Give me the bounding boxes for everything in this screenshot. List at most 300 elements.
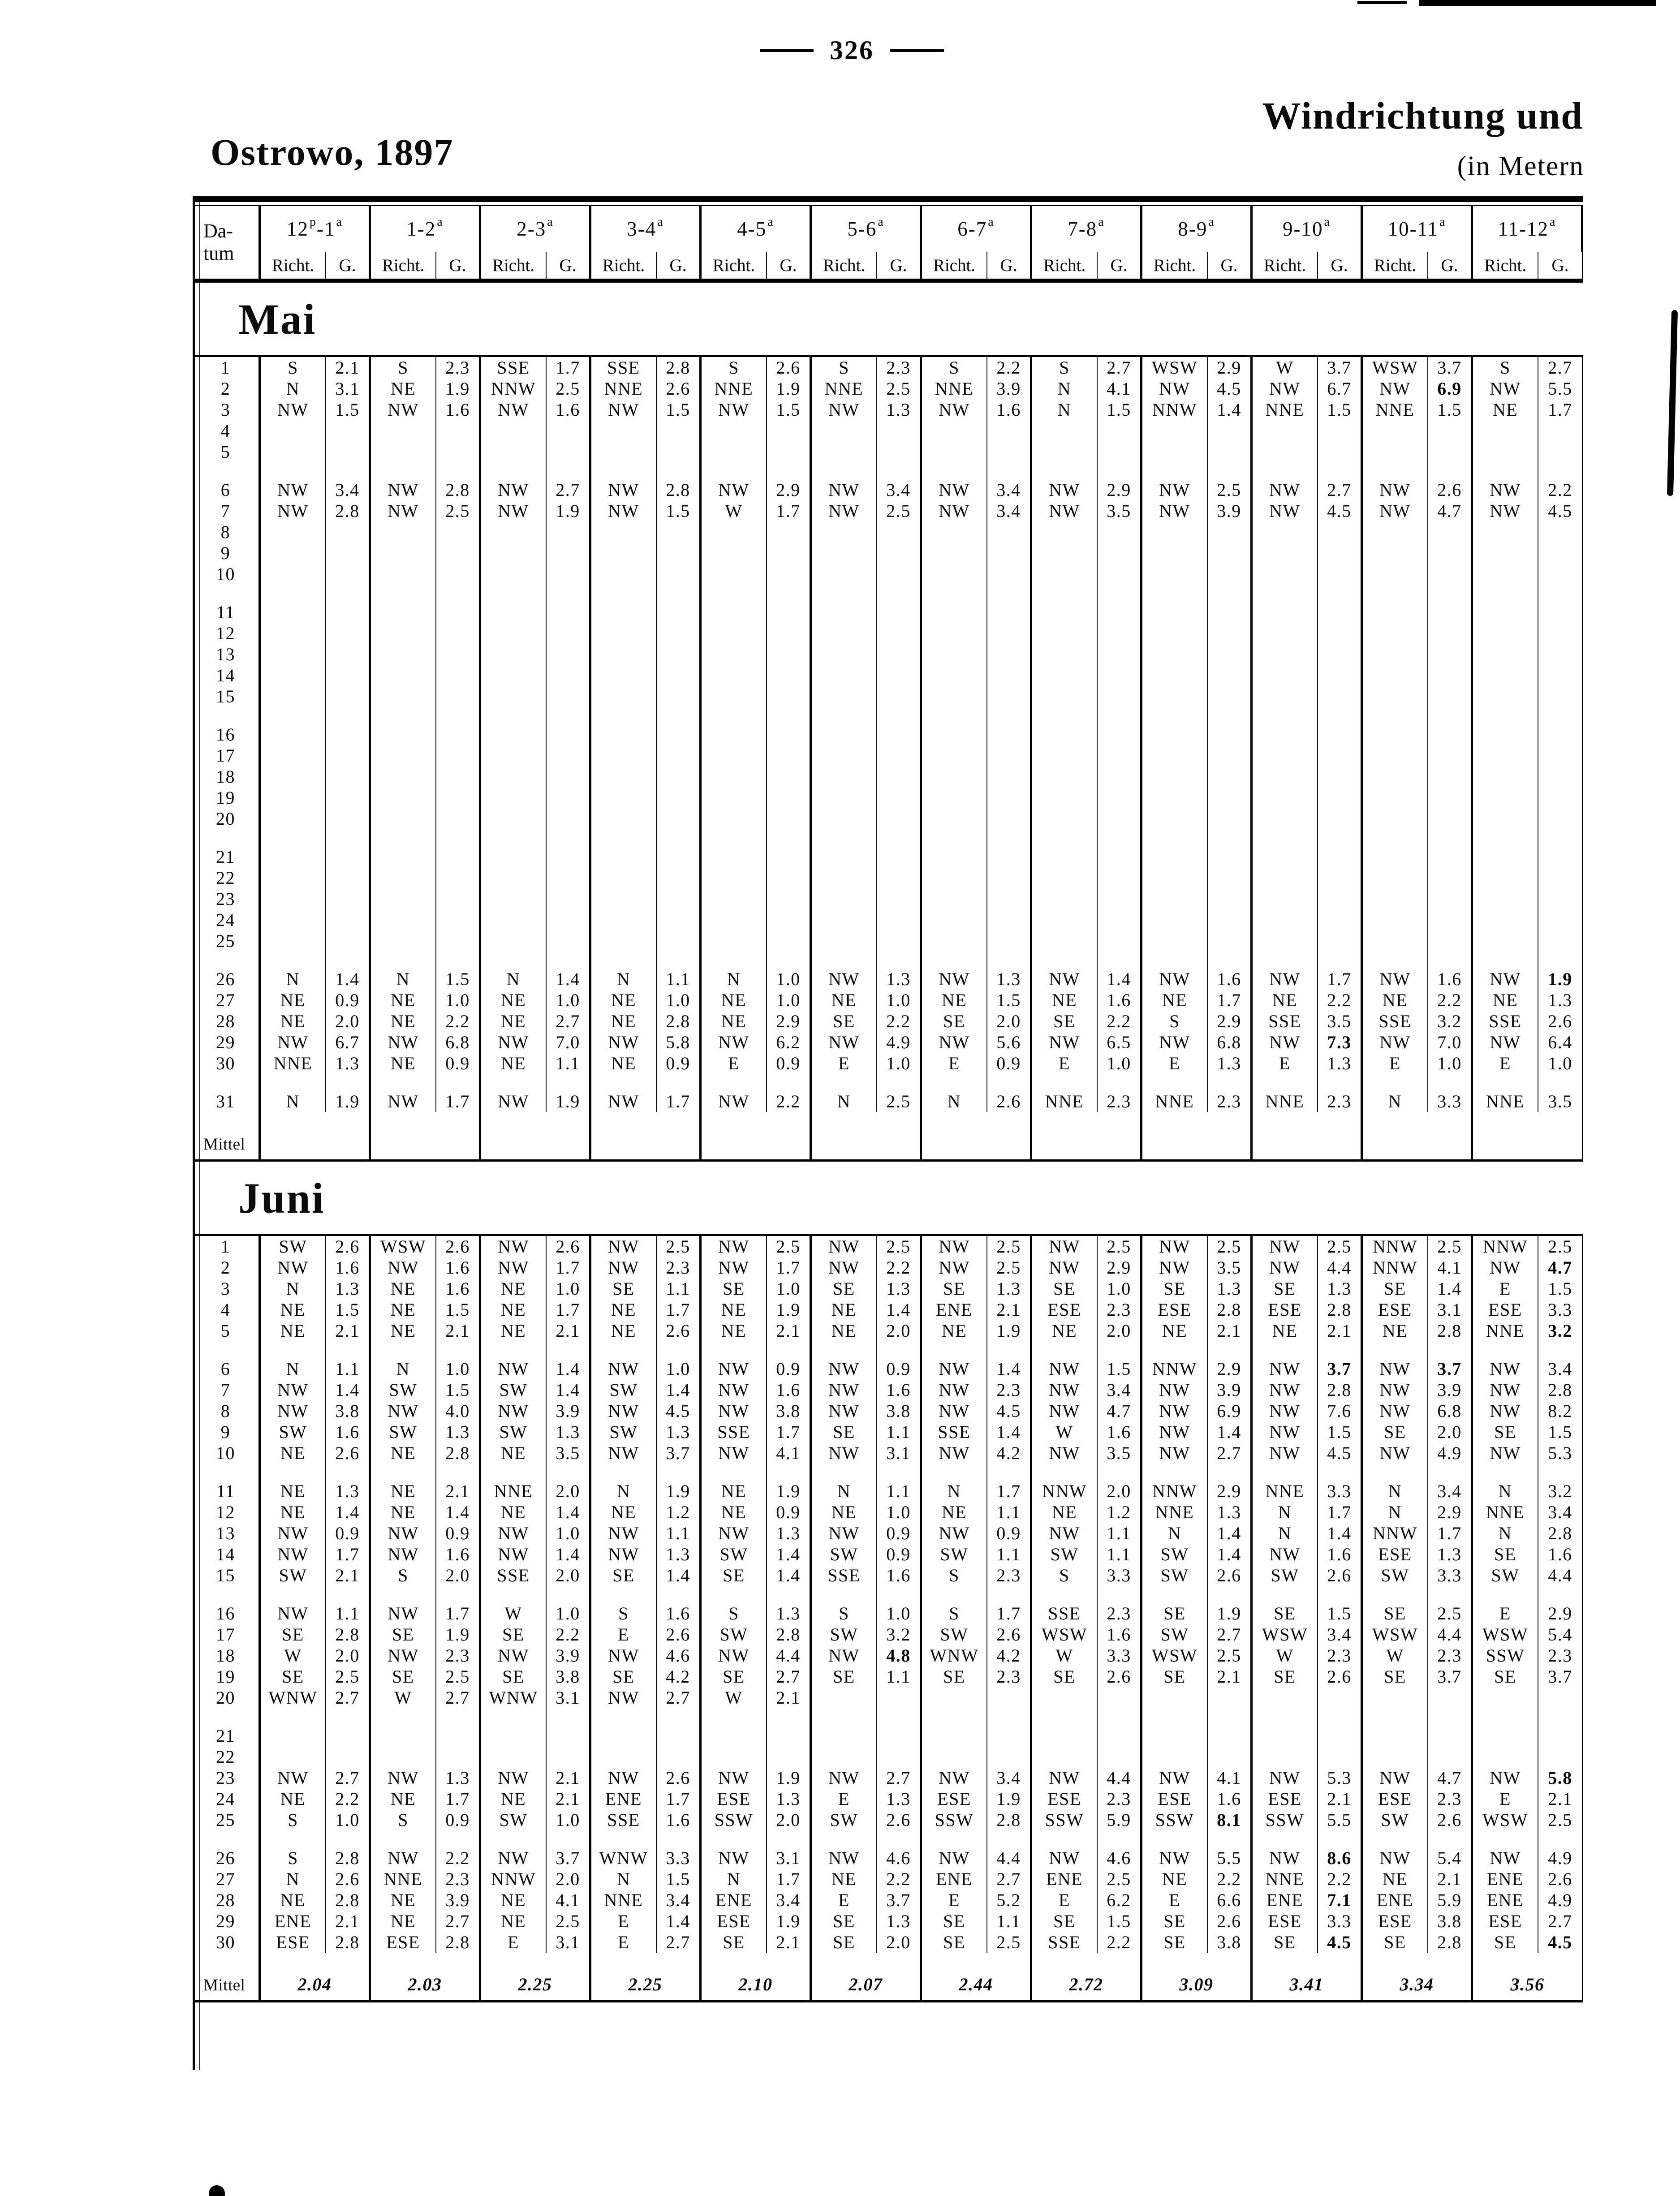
- speed-cell: [1098, 787, 1142, 808]
- speed-cell: 1.6: [436, 1278, 481, 1299]
- speed-cell: [767, 1725, 812, 1746]
- table-row: [193, 1645, 1583, 1666]
- direction-cell: NE: [1473, 399, 1538, 420]
- direction-cell: NW: [591, 1544, 657, 1565]
- direction-cell: [261, 867, 326, 888]
- direction-cell: NNW: [481, 378, 547, 399]
- direction-cell: [922, 766, 987, 787]
- mittel-row: [193, 1112, 1583, 1159]
- direction-cell: [1473, 462, 1538, 479]
- g-header: G.: [1428, 252, 1473, 279]
- speed-cell: [877, 585, 922, 602]
- speed-cell: 3.7: [657, 1442, 702, 1464]
- direction-cell: [1032, 846, 1098, 867]
- direction-cell: [481, 846, 547, 867]
- direction-cell: [481, 808, 547, 829]
- speed-cell: [1208, 724, 1253, 745]
- speed-cell: 2.0: [1428, 1421, 1473, 1442]
- direction-cell: [1142, 623, 1208, 644]
- direction-cell: NW: [1253, 500, 1318, 521]
- direction-cell: E: [591, 1932, 657, 1953]
- speed-cell: [1318, 602, 1363, 623]
- direction-cell: [1142, 644, 1208, 665]
- direction-cell: [1032, 1708, 1098, 1725]
- speed-cell: [1428, 644, 1473, 665]
- direction-cell: NW: [1032, 1400, 1098, 1421]
- speed-cell: 3.9: [547, 1645, 591, 1666]
- direction-cell: [922, 888, 987, 909]
- direction-cell: NE: [371, 1890, 436, 1911]
- speed-cell: 2.7: [657, 1932, 702, 1953]
- speed-cell: [987, 665, 1032, 686]
- speed-cell: 2.5: [1318, 1236, 1363, 1257]
- direction-cell: [1473, 1687, 1538, 1708]
- direction-cell: [1473, 1074, 1538, 1091]
- direction-cell: NW: [812, 1442, 877, 1464]
- speed-cell: 2.9: [1208, 1481, 1253, 1502]
- hour-header: [261, 206, 371, 252]
- direction-cell: [1142, 1586, 1208, 1603]
- direction-cell: [591, 888, 657, 909]
- speed-cell: 1.4: [326, 1502, 371, 1523]
- speed-cell: 6.2: [767, 1032, 812, 1053]
- direction-cell: NW: [1032, 1257, 1098, 1278]
- direction-cell: [702, 1074, 767, 1091]
- speed-cell: 1.1: [877, 1481, 922, 1502]
- speed-cell: [326, 1725, 371, 1746]
- hour-header: [481, 206, 591, 252]
- speed-cell: [657, 846, 702, 867]
- speed-cell: 2.2: [877, 1869, 922, 1890]
- date-cell: 12: [193, 1502, 261, 1523]
- direction-cell: NE: [371, 1320, 436, 1341]
- direction-cell: W: [481, 1603, 547, 1624]
- speed-cell: 1.4: [1428, 1278, 1473, 1299]
- speed-cell: [547, 766, 591, 787]
- speed-cell: [657, 909, 702, 930]
- hour-label: 9: [1283, 218, 1294, 240]
- speed-cell: [987, 1586, 1032, 1603]
- speed-cell: [1098, 1074, 1142, 1091]
- table-row: [193, 1053, 1583, 1074]
- hour-label: 11: [1498, 218, 1519, 240]
- speed-cell: 1.3: [877, 1278, 922, 1299]
- speed-cell: 1.5: [436, 1299, 481, 1320]
- table-row: [193, 1442, 1583, 1464]
- direction-cell: NE: [922, 1502, 987, 1523]
- direction-cell: [481, 1586, 547, 1603]
- speed-cell: [877, 909, 922, 930]
- speed-cell: 4.5: [1318, 1442, 1363, 1464]
- direction-cell: [591, 623, 657, 644]
- speed-cell: [1318, 1687, 1363, 1708]
- direction-cell: [922, 1687, 987, 1708]
- direction-cell: [1363, 1341, 1428, 1358]
- speed-cell: 2.1: [1428, 1869, 1473, 1890]
- speed-cell: [767, 766, 812, 787]
- direction-cell: NW: [1363, 1400, 1428, 1421]
- direction-cell: [922, 1725, 987, 1746]
- richt-header: Richt.: [1253, 252, 1318, 279]
- direction-cell: WSW: [1142, 1645, 1208, 1666]
- direction-cell: NW: [812, 1523, 877, 1544]
- direction-cell: [1473, 1708, 1538, 1725]
- spacer-row: [193, 1341, 1583, 1358]
- richt-header: Richt.: [1473, 252, 1538, 279]
- direction-cell: NW: [1473, 1358, 1538, 1379]
- speed-cell: [987, 888, 1032, 909]
- hour-label: -8: [1078, 218, 1098, 240]
- direction-cell: [261, 888, 326, 909]
- direction-cell: [1142, 707, 1208, 724]
- mittel-value-cell: 2.10: [702, 1953, 812, 2000]
- direction-cell: [1142, 462, 1208, 479]
- hour-superscript: p: [310, 215, 317, 229]
- direction-cell: NE: [702, 1481, 767, 1502]
- speed-cell: [987, 623, 1032, 644]
- speed-cell: 2.2: [877, 1257, 922, 1278]
- speed-cell: [1208, 1725, 1253, 1746]
- speed-cell: [326, 829, 371, 846]
- speed-cell: [657, 1341, 702, 1358]
- speed-cell: [1098, 1586, 1142, 1603]
- direction-cell: NW: [261, 500, 326, 521]
- speed-cell: [767, 952, 812, 969]
- speed-cell: 1.4: [547, 1358, 591, 1379]
- mittel-value-cell: [922, 1112, 1032, 1159]
- direction-cell: [1363, 543, 1428, 564]
- speed-cell: 0.9: [436, 1809, 481, 1830]
- speed-cell: 2.6: [877, 1809, 922, 1830]
- date-cell: 25: [193, 930, 261, 952]
- speed-cell: 2.1: [1538, 1788, 1583, 1809]
- speed-cell: [1538, 846, 1583, 867]
- speed-cell: 1.2: [657, 1502, 702, 1523]
- direction-cell: SE: [1363, 1603, 1428, 1624]
- speed-cell: [547, 644, 591, 665]
- date-cell: 13: [193, 1523, 261, 1544]
- direction-cell: NW: [261, 1767, 326, 1788]
- direction-cell: N: [261, 1869, 326, 1890]
- speed-cell: [1538, 787, 1583, 808]
- date-cell: 7: [193, 1379, 261, 1400]
- date-cell: 27: [193, 1869, 261, 1890]
- speed-cell: 2.2: [987, 357, 1032, 378]
- speed-cell: 1.5: [436, 969, 481, 990]
- speed-cell: 2.7: [547, 1011, 591, 1032]
- table-row: [193, 602, 1583, 623]
- direction-cell: S: [702, 357, 767, 378]
- direction-cell: NW: [591, 479, 657, 500]
- direction-cell: [481, 766, 547, 787]
- direction-cell: [481, 707, 547, 724]
- direction-cell: NNE: [481, 1481, 547, 1502]
- direction-cell: [481, 888, 547, 909]
- speed-cell: [1208, 1708, 1253, 1725]
- direction-cell: NW: [702, 1523, 767, 1544]
- speed-cell: [987, 952, 1032, 969]
- direction-cell: NW: [591, 1091, 657, 1112]
- speed-cell: [767, 745, 812, 766]
- direction-cell: E: [1473, 1053, 1538, 1074]
- table-row: [193, 745, 1583, 766]
- speed-cell: [547, 1708, 591, 1725]
- speed-cell: [1428, 623, 1473, 644]
- date-cell: 2: [193, 378, 261, 399]
- speed-cell: 1.5: [1318, 1603, 1363, 1624]
- speed-cell: 2.3: [877, 357, 922, 378]
- direction-cell: N: [922, 1091, 987, 1112]
- direction-cell: [1363, 564, 1428, 585]
- speed-cell: 1.4: [767, 1544, 812, 1565]
- speed-cell: 2.3: [436, 1869, 481, 1890]
- direction-cell: N: [591, 969, 657, 990]
- speed-cell: 1.7: [987, 1481, 1032, 1502]
- speed-cell: 2.0: [326, 1645, 371, 1666]
- direction-cell: [481, 724, 547, 745]
- table-row: [193, 1502, 1583, 1523]
- speed-cell: [1208, 441, 1253, 462]
- direction-cell: [812, 441, 877, 462]
- table-row: [193, 990, 1583, 1011]
- speed-cell: [1318, 930, 1363, 952]
- direction-cell: NW: [371, 1523, 436, 1544]
- speed-cell: 2.3: [1428, 1788, 1473, 1809]
- speed-cell: [547, 724, 591, 745]
- mittel-row: [193, 1953, 1583, 2000]
- speed-cell: 3.9: [436, 1890, 481, 1911]
- direction-cell: [591, 420, 657, 441]
- speed-cell: 2.0: [767, 1809, 812, 1830]
- direction-cell: [812, 564, 877, 585]
- direction-cell: N: [261, 1091, 326, 1112]
- direction-cell: NW: [812, 479, 877, 500]
- speed-cell: 2.1: [547, 1788, 591, 1809]
- speed-cell: 2.7: [987, 1869, 1032, 1890]
- speed-cell: 2.8: [326, 1890, 371, 1911]
- speed-cell: [326, 846, 371, 867]
- direction-cell: SW: [591, 1421, 657, 1442]
- direction-cell: SSE: [1363, 1011, 1428, 1032]
- speed-cell: 1.7: [1208, 990, 1253, 1011]
- direction-cell: NE: [481, 1320, 547, 1341]
- speed-cell: [1208, 1746, 1253, 1767]
- table-row: [193, 787, 1583, 808]
- speed-cell: 4.0: [436, 1400, 481, 1421]
- direction-cell: SW: [1473, 1565, 1538, 1586]
- mittel-label-cell: Mittel: [193, 1112, 261, 1159]
- direction-cell: SE: [1032, 1011, 1098, 1032]
- direction-cell: NW: [702, 399, 767, 420]
- date-cell: 4: [193, 1299, 261, 1320]
- speed-cell: [1538, 888, 1583, 909]
- direction-cell: WSW: [1473, 1624, 1538, 1645]
- table-row: [193, 1299, 1583, 1320]
- speed-cell: 1.4: [1208, 1421, 1253, 1442]
- speed-cell: [547, 602, 591, 623]
- direction-cell: [1142, 1708, 1208, 1725]
- speed-cell: 3.9: [1208, 500, 1253, 521]
- direction-cell: NW: [922, 500, 987, 521]
- speed-cell: 1.7: [547, 1257, 591, 1278]
- direction-cell: N: [1473, 1523, 1538, 1544]
- station-title: Ostrowo, 1897: [211, 132, 454, 173]
- speed-cell: 1.3: [767, 1788, 812, 1809]
- speed-cell: 3.1: [1428, 1299, 1473, 1320]
- speed-cell: 1.6: [1098, 1624, 1142, 1645]
- speed-cell: 5.6: [987, 1032, 1032, 1053]
- direction-cell: NW: [1363, 378, 1428, 399]
- speed-cell: 0.9: [877, 1544, 922, 1565]
- richt-header: Richt.: [922, 252, 987, 279]
- direction-cell: [922, 846, 987, 867]
- speed-cell: [657, 564, 702, 585]
- speed-cell: 4.4: [767, 1645, 812, 1666]
- direction-cell: NW: [1253, 1358, 1318, 1379]
- direction-cell: [1253, 724, 1318, 745]
- speed-cell: 1.4: [657, 1911, 702, 1932]
- speed-cell: 1.3: [1208, 1053, 1253, 1074]
- direction-cell: NNE: [1253, 1091, 1318, 1112]
- page-number: 326: [830, 35, 874, 65]
- direction-cell: [812, 623, 877, 644]
- direction-cell: [1142, 665, 1208, 686]
- speed-cell: [1318, 952, 1363, 969]
- direction-cell: [702, 602, 767, 623]
- direction-cell: NE: [371, 1481, 436, 1502]
- direction-cell: NW: [591, 1236, 657, 1257]
- date-cell: 1: [193, 1236, 261, 1257]
- speed-cell: [767, 707, 812, 724]
- date-cell: 15: [193, 686, 261, 707]
- direction-cell: [922, 644, 987, 665]
- speed-cell: 1.0: [877, 1603, 922, 1624]
- speed-cell: [1208, 930, 1253, 952]
- speed-cell: 1.1: [326, 1603, 371, 1624]
- speed-cell: 1.5: [1538, 1278, 1583, 1299]
- direction-cell: [702, 441, 767, 462]
- speed-cell: 1.6: [987, 399, 1032, 420]
- direction-cell: [922, 665, 987, 686]
- speed-cell: [657, 441, 702, 462]
- speed-cell: [767, 521, 812, 543]
- direction-cell: [1473, 602, 1538, 623]
- direction-cell: SE: [1032, 1911, 1098, 1932]
- direction-cell: [1363, 585, 1428, 602]
- table-row: [193, 1544, 1583, 1565]
- speed-cell: [877, 724, 922, 745]
- direction-cell: NW: [481, 1400, 547, 1421]
- speed-cell: [1538, 808, 1583, 829]
- speed-cell: 2.8: [657, 479, 702, 500]
- direction-cell: [1142, 602, 1208, 623]
- direction-cell: [1363, 462, 1428, 479]
- speed-cell: 6.7: [326, 1032, 371, 1053]
- direction-cell: [1473, 930, 1538, 952]
- speed-cell: 2.5: [987, 1932, 1032, 1953]
- speed-cell: [1318, 462, 1363, 479]
- direction-cell: NW: [702, 479, 767, 500]
- direction-cell: SSE: [1032, 1603, 1098, 1624]
- direction-cell: [1253, 686, 1318, 707]
- speed-cell: 1.3: [987, 969, 1032, 990]
- speed-cell: [1098, 1687, 1142, 1708]
- direction-cell: W: [1253, 1645, 1318, 1666]
- direction-cell: N: [1032, 399, 1098, 420]
- speed-cell: [987, 930, 1032, 952]
- direction-cell: [371, 1464, 436, 1481]
- direction-cell: [1473, 1341, 1538, 1358]
- direction-cell: SSE: [481, 357, 547, 378]
- direction-cell: [591, 1074, 657, 1091]
- direction-cell: [1473, 623, 1538, 644]
- direction-cell: NW: [591, 1645, 657, 1666]
- direction-cell: SW: [261, 1236, 326, 1257]
- direction-cell: NW: [591, 1523, 657, 1544]
- direction-cell: [1473, 441, 1538, 462]
- speed-cell: 4.7: [1428, 500, 1473, 521]
- mittel-value-cell: [481, 1112, 591, 1159]
- date-cell: 5: [193, 1320, 261, 1341]
- richt-header: Richt.: [1142, 252, 1208, 279]
- direction-cell: [922, 585, 987, 602]
- direction-cell: [591, 745, 657, 766]
- speed-cell: 2.1: [547, 1320, 591, 1341]
- speed-cell: [1318, 441, 1363, 462]
- speed-cell: 2.6: [1428, 1809, 1473, 1830]
- speed-cell: [987, 602, 1032, 623]
- direction-cell: [261, 1725, 326, 1746]
- hour-superscript: a: [1549, 215, 1556, 229]
- direction-cell: SW: [481, 1421, 547, 1442]
- speed-cell: [1538, 707, 1583, 724]
- direction-cell: [591, 1341, 657, 1358]
- direction-cell: [371, 1341, 436, 1358]
- speed-cell: 6.8: [436, 1032, 481, 1053]
- speed-cell: [1318, 1830, 1363, 1847]
- direction-cell: [922, 930, 987, 952]
- direction-cell: [1473, 1725, 1538, 1746]
- table-row: [193, 1624, 1583, 1645]
- direction-cell: NE: [261, 1890, 326, 1911]
- speed-cell: [547, 1746, 591, 1767]
- speed-cell: 2.3: [1318, 1645, 1363, 1666]
- speed-cell: [1098, 930, 1142, 952]
- direction-cell: [371, 766, 436, 787]
- direction-cell: [591, 867, 657, 888]
- speed-cell: [1318, 808, 1363, 829]
- direction-cell: [812, 1464, 877, 1481]
- speed-cell: [326, 1074, 371, 1091]
- date-cell: [193, 1464, 261, 1481]
- table-row: [193, 500, 1583, 521]
- speed-cell: 1.1: [877, 1666, 922, 1687]
- speed-cell: 3.8: [767, 1400, 812, 1421]
- direction-cell: [481, 1830, 547, 1847]
- table-row: [193, 1091, 1583, 1112]
- direction-cell: [481, 930, 547, 952]
- direction-cell: NW: [702, 1379, 767, 1400]
- direction-cell: [1142, 888, 1208, 909]
- direction-cell: [481, 1464, 547, 1481]
- speed-cell: [1318, 707, 1363, 724]
- direction-cell: NW: [1142, 1442, 1208, 1464]
- hour-label: 5: [847, 218, 858, 240]
- direction-cell: NE: [261, 1502, 326, 1523]
- direction-cell: SSE: [1473, 1011, 1538, 1032]
- direction-cell: [481, 829, 547, 846]
- speed-cell: 1.3: [767, 1603, 812, 1624]
